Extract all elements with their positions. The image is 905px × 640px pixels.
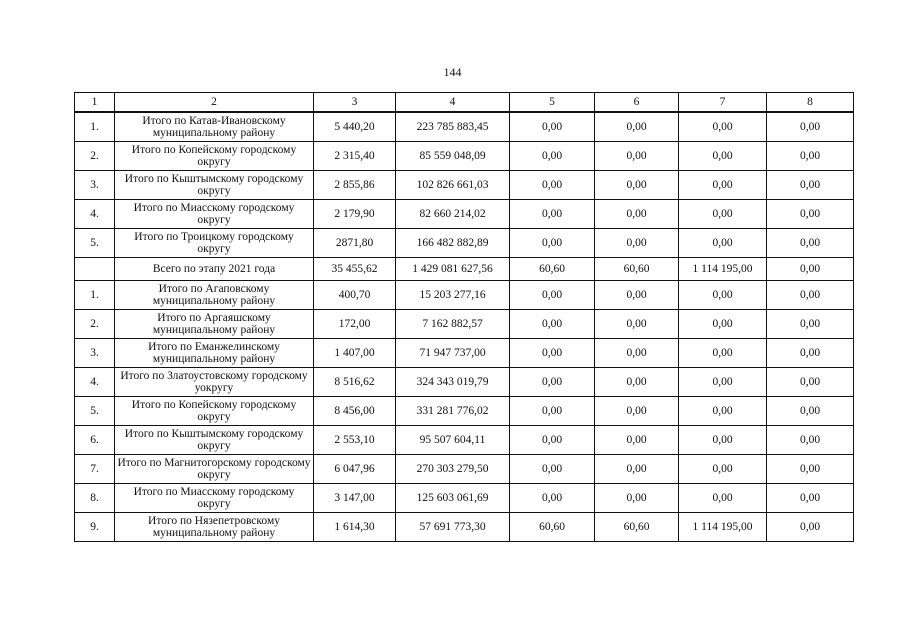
table-row [75,484,854,513]
value-cell-7: 0,00 [679,200,767,229]
value-cell-4: 71 947 737,00 [396,339,510,368]
row-number-cell: 4. [75,368,115,397]
value-cell-5: 0,00 [510,281,595,310]
value-cell-7: 0,00 [679,112,767,142]
row-number-cell: 8. [75,484,115,513]
table-row [75,455,854,484]
value-cell-7: 0,00 [679,310,767,339]
value-cell-4: 270 303 279,50 [396,455,510,484]
row-number-cell: 2. [75,310,115,339]
table-row [75,513,854,542]
value-cell-8: 0,00 [767,112,854,142]
page-number: 144 [443,65,462,79]
row-number-cell: 7. [75,455,115,484]
value-cell-8: 0,00 [767,281,854,310]
table-row [75,200,854,229]
value-cell-8: 0,00 [767,258,854,281]
table-row [75,171,854,200]
value-cell-7: 0,00 [679,368,767,397]
header-cell: 8 [767,93,854,113]
row-number-cell: 3. [75,171,115,200]
value-cell-6: 0,00 [595,339,679,368]
header-cell: 7 [679,93,767,113]
value-cell-8: 0,00 [767,310,854,339]
name-cell: Итого по Магнитогорскому городскому округу [115,455,314,484]
value-cell-8: 0,00 [767,484,854,513]
value-cell-4: 166 482 882,89 [396,229,510,258]
value-cell-6: 0,00 [595,281,679,310]
table-row [75,281,854,310]
table-row [75,368,854,397]
value-cell-5: 0,00 [510,455,595,484]
table-row [75,112,854,142]
value-cell-3: 2 315,40 [314,142,396,171]
value-cell-8: 0,00 [767,397,854,426]
value-cell-5: 0,00 [510,200,595,229]
value-cell-6: 60,60 [595,258,679,281]
value-cell-3: 2 855,86 [314,171,396,200]
value-cell-8: 0,00 [767,142,854,171]
value-cell-3: 8 456,00 [314,397,396,426]
table-row [75,426,854,455]
total-row [75,258,854,281]
header-cell: 4 [396,93,510,113]
name-cell: Итого по Копейскому городскому округу [115,142,314,171]
name-cell: Итого по Златоустовскому городскому уокругу [115,368,314,397]
value-cell-4: 125 603 061,69 [396,484,510,513]
value-cell-3: 2 179,90 [314,200,396,229]
value-cell-3: 400,70 [314,281,396,310]
value-cell-6: 0,00 [595,229,679,258]
table-body [75,112,854,542]
row-number-cell: 4. [75,200,115,229]
name-cell: Итого по Миасскому городскому округу [115,200,314,229]
value-cell-8: 0,00 [767,171,854,200]
value-cell-4: 223 785 883,45 [396,112,510,142]
table-row [75,397,854,426]
value-cell-6: 0,00 [595,484,679,513]
name-cell: Итого по Аргаяшскому муниципальному району [115,310,314,339]
value-cell-5: 0,00 [510,171,595,200]
name-cell: Итого по Кыштымскому городскому округу [115,171,314,200]
value-cell-4: 57 691 773,30 [396,513,510,542]
value-cell-5: 0,00 [510,368,595,397]
table-header [75,93,854,113]
value-cell-4: 324 343 019,79 [396,368,510,397]
value-cell-4: 82 660 214,02 [396,200,510,229]
value-cell-5: 0,00 [510,339,595,368]
value-cell-6: 0,00 [595,200,679,229]
value-cell-3: 5 440,20 [314,112,396,142]
name-cell: Итого по Агаповскому муниципальному району [115,281,314,310]
table-row [75,310,854,339]
value-cell-6: 60,60 [595,513,679,542]
value-cell-5: 60,60 [510,258,595,281]
row-number-cell: 1. [75,281,115,310]
data-table [74,92,854,542]
header-cell: 2 [115,93,314,113]
value-cell-4: 15 203 277,16 [396,281,510,310]
value-cell-7: 1 114 195,00 [679,513,767,542]
value-cell-7: 0,00 [679,455,767,484]
value-cell-3: 1 407,00 [314,339,396,368]
name-cell: Итого по Нязепетровскому муниципальному району [115,513,314,542]
value-cell-5: 60,60 [510,513,595,542]
value-cell-4: 85 559 048,09 [396,142,510,171]
value-cell-6: 0,00 [595,142,679,171]
value-cell-4: 7 162 882,57 [396,310,510,339]
value-cell-6: 0,00 [595,397,679,426]
value-cell-3: 8 516,62 [314,368,396,397]
row-number-cell [75,258,115,281]
value-cell-8: 0,00 [767,229,854,258]
value-cell-8: 0,00 [767,455,854,484]
value-cell-3: 6 047,96 [314,455,396,484]
value-cell-6: 0,00 [595,112,679,142]
value-cell-6: 0,00 [595,171,679,200]
value-cell-5: 0,00 [510,310,595,339]
value-cell-5: 0,00 [510,229,595,258]
value-cell-4: 95 507 604,11 [396,426,510,455]
header-row [75,93,854,113]
value-cell-5: 0,00 [510,484,595,513]
value-cell-3: 1 614,30 [314,513,396,542]
value-cell-5: 0,00 [510,112,595,142]
value-cell-8: 0,00 [767,368,854,397]
value-cell-7: 0,00 [679,484,767,513]
header-cell: 1 [75,93,115,113]
value-cell-6: 0,00 [595,310,679,339]
row-number-cell: 9. [75,513,115,542]
value-cell-4: 1 429 081 627,56 [396,258,510,281]
row-number-cell: 5. [75,397,115,426]
value-cell-8: 0,00 [767,426,854,455]
value-cell-7: 1 114 195,00 [679,258,767,281]
row-number-cell: 3. [75,339,115,368]
value-cell-3: 35 455,62 [314,258,396,281]
table-row [75,142,854,171]
name-cell: Итого по Еманжелинскому муниципальному району [115,339,314,368]
value-cell-7: 0,00 [679,171,767,200]
value-cell-3: 3 147,00 [314,484,396,513]
header-cell: 6 [595,93,679,113]
header-cell: 3 [314,93,396,113]
name-cell: Всего по этапу 2021 года [115,258,314,281]
name-cell: Итого по Кыштымскому городскому округу [115,426,314,455]
row-number-cell: 2. [75,142,115,171]
value-cell-8: 0,00 [767,200,854,229]
value-cell-3: 2871,80 [314,229,396,258]
value-cell-8: 0,00 [767,513,854,542]
value-cell-6: 0,00 [595,455,679,484]
value-cell-4: 102 826 661,03 [396,171,510,200]
value-cell-5: 0,00 [510,397,595,426]
value-cell-7: 0,00 [679,397,767,426]
value-cell-3: 2 553,10 [314,426,396,455]
value-cell-3: 172,00 [314,310,396,339]
value-cell-8: 0,00 [767,339,854,368]
table-row [75,229,854,258]
value-cell-7: 0,00 [679,339,767,368]
value-cell-7: 0,00 [679,142,767,171]
value-cell-5: 0,00 [510,426,595,455]
header-cell: 5 [510,93,595,113]
value-cell-7: 0,00 [679,426,767,455]
row-number-cell: 1. [75,112,115,142]
name-cell: Итого по Миасскому городскому округу [115,484,314,513]
row-number-cell: 5. [75,229,115,258]
table-row [75,339,854,368]
name-cell: Итого по Троицкому городскому округу [115,229,314,258]
value-cell-5: 0,00 [510,142,595,171]
value-cell-7: 0,00 [679,281,767,310]
name-cell: Итого по Копейскому городскому округу [115,397,314,426]
value-cell-6: 0,00 [595,426,679,455]
value-cell-6: 0,00 [595,368,679,397]
value-cell-4: 331 281 776,02 [396,397,510,426]
row-number-cell: 6. [75,426,115,455]
name-cell: Итого по Катав-Ивановскому муниципальному району [115,112,314,142]
value-cell-7: 0,00 [679,229,767,258]
